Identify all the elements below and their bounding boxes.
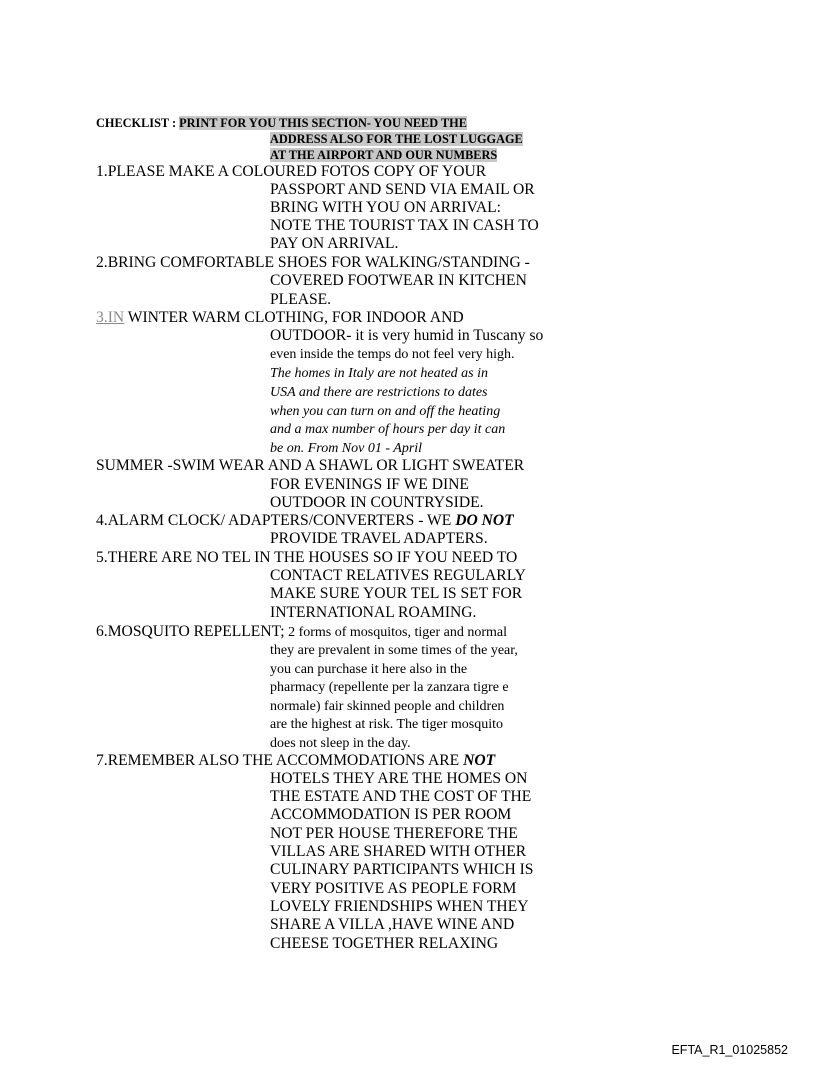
item-1-line-4: NOTE THE TOURIST TAX IN CASH TO xyxy=(270,217,539,234)
checklist-label: CHECKLIST : xyxy=(96,116,177,130)
item-7-line-7: CULINARY PARTICIPANTS WHICH IS xyxy=(270,861,534,878)
item-3-line-3: even inside the temps do not feel very high. xyxy=(270,347,515,362)
summer-line-1: SUMMER -SWIM WEAR AND A SHAWL OR LIGHT SWEATER xyxy=(96,457,525,474)
item-6-line-7: does not sleep in the day. xyxy=(270,736,411,751)
item-5-line-1: 5.THERE ARE NO TEL IN THE HOUSES SO IF YOU NEED TO xyxy=(96,549,518,566)
item-3-italic-5: be on. From Nov 01 - April xyxy=(270,441,423,456)
item-7-line-2: HOTELS THEY ARE THE HOMES ON xyxy=(270,770,528,787)
item-7-line-1: 7.REMEMBER ALSO THE ACCOMMODATIONS ARE NOT xyxy=(96,752,496,769)
item-7-line-5: NOT PER HOUSE THEREFORE THE xyxy=(270,825,518,842)
item-2-line-3: PLEASE. xyxy=(270,291,332,308)
item-7-line-3: THE ESTATE AND THE COST OF THE xyxy=(270,788,532,805)
item-4-emphasis: DO NOT xyxy=(455,512,514,529)
summer-line-3: OUTDOOR IN COUNTRYSIDE. xyxy=(270,494,484,511)
item-5-line-3: MAKE SURE YOUR TEL IS SET FOR xyxy=(270,585,523,602)
item-5-line-4: INTERNATIONAL ROAMING. xyxy=(270,604,477,621)
item-1-line-5: PAY ON ARRIVAL. xyxy=(270,235,399,252)
item-6-line-5: normale) fair skinned people and children xyxy=(270,699,505,714)
checklist-header xyxy=(96,116,467,131)
item-4-line-2: PROVIDE TRAVEL ADAPTERS. xyxy=(270,530,488,547)
item-7-line-8: VERY POSITIVE AS PEOPLE FORM xyxy=(270,880,517,897)
item-1-line-1: 1.PLEASE MAKE A COLOURED FOTOS COPY OF YOUR xyxy=(96,163,487,180)
item-7-line-10: SHARE A VILLA ,HAVE WINE AND xyxy=(270,916,515,933)
item-3-italic-3: when you can turn on and off the heating xyxy=(270,404,501,419)
item-3-line-1: 3.IN WINTER WARM CLOTHING, FOR INDOOR AND xyxy=(96,309,464,326)
item-1-line-3: BRING WITH YOU ON ARRIVAL: xyxy=(270,199,502,216)
print-notice-line-3: AT THE AIRPORT AND OUR NUMBERS xyxy=(270,148,498,162)
item-3-link[interactable]: 3.IN xyxy=(96,309,125,326)
item-7-emphasis: NOT xyxy=(463,752,496,769)
item-4-line-1: 4.ALARM CLOCK/ ADAPTERS/CONVERTERS - WE DO NOT xyxy=(96,512,514,529)
summer-line-2: FOR EVENINGS IF WE DINE xyxy=(270,476,469,493)
item-3-line-2: OUTDOOR- it is very humid in Tuscany so xyxy=(270,327,544,344)
item-6-line-3: you can purchase it here also in the xyxy=(270,662,468,677)
item-6-line-6: are the highest at risk. The tiger mosquito xyxy=(270,717,504,732)
item-3-italic-4: and a max number of hours per day it can xyxy=(270,422,506,437)
item-3-italic-2: USA and there are restrictions to dates xyxy=(270,385,488,400)
item-2-line-1: 2.BRING COMFORTABLE SHOES FOR WALKING/STANDING - xyxy=(96,254,530,271)
item-7-line-9: LOVELY FRIENDSHIPS WHEN THEY xyxy=(270,898,529,915)
item-1-line-2: PASSPORT AND SEND VIA EMAIL OR xyxy=(270,181,535,198)
document-id: EFTA_R1_01025852 xyxy=(671,1043,788,1057)
item-6-line-4: pharmacy (repellente per la zanzara tigre e xyxy=(270,680,509,695)
item-7-line-11: CHEESE TOGETHER RELAXING xyxy=(270,935,499,952)
item-3-italic-1: The homes in Italy are not heated as in xyxy=(270,366,489,381)
item-6-line-2: they are prevalent in some times of the year, xyxy=(270,643,518,658)
item-7-line-6: VILLAS ARE SHARED WITH OTHER xyxy=(270,843,527,860)
print-notice-line-2: ADDRESS ALSO FOR THE LOST LUGGAGE xyxy=(270,132,523,146)
item-5-line-2: CONTACT RELATIVES REGULARLY xyxy=(270,567,526,584)
print-notice-line-1: PRINT FOR YOU THIS SECTION- YOU NEED THE xyxy=(179,116,467,130)
item-2-line-2: COVERED FOOTWEAR IN KITCHEN xyxy=(270,272,527,289)
item-7-line-4: ACCOMMODATION IS PER ROOM xyxy=(270,806,512,823)
item-6-line-1: 6.MOSQUITO REPELLENT; 2 forms of mosquitos, tiger and normal xyxy=(96,623,507,640)
